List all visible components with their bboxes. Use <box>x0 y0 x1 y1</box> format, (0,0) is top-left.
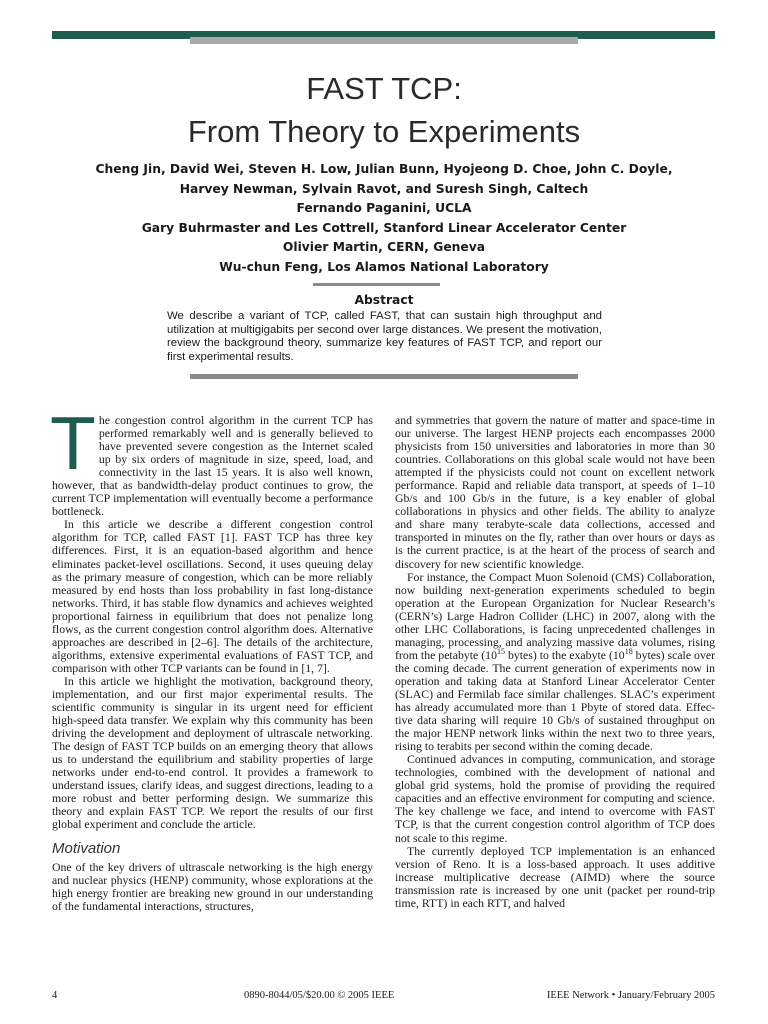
section-heading: Motivation <box>52 839 121 857</box>
paragraph: Continued advances in computing, communication, and storage technologies, combined with the development of national and global grid systems, hold the promise of providing the required capacities and an effective environment for computing and science. The key challenge we face, and intend to overcome with FAST TCP, is that the current congestion control algorithm of TCP does not scale to this regime. <box>395 752 715 845</box>
paragraph: One of the key drivers of ultrascale networking is the high energy and nuclear physics (HENP) community, whose explorations at the high energy frontier are breaking new ground in our understanding of the fundamental interactions, structures, <box>52 859 373 913</box>
author-line: Wu-chun Feng, Los Alamos National Laboratory <box>219 259 549 274</box>
title-line-1: FAST TCP: <box>306 71 462 106</box>
paragraph: The currently deployed TCP implementation is an enhanced version of Reno. It is a loss-based approach. It uses additive increase multiplicative decrease (AIMD) where the source transmission rate is increased by one unit (packet per round-trip time, RTT) in each RTT, and halved <box>395 843 715 910</box>
author-list <box>40 160 728 277</box>
abstract-top-rule <box>313 283 440 286</box>
drop-cap: T <box>50 401 96 485</box>
paragraph: In this article we describe a different congestion control algorithm for TCP, called FAST [1]. FAST TCP has three key differences. First, it is an equation-based algorithm and hence eliminates packet-level oscillations. Second, it uses queuing delay as the primary measure of congestion, which can be more reliably measured by end hosts than loss probability in fast long-distance networks. Third, it has stable flow dynamics and achieves weighted proportional fairness in equilibrium that does not penalize long flows, as the current congestion control algorithm does. Alternative approaches are described in [2–6]. The details of the architecture, algorithms, extensive experimental evaluations of FAST TCP, and comparison with other TCP variants can be found in [1, 7]. <box>52 517 373 675</box>
top-gray-bar <box>190 37 578 44</box>
paragraph: The congestion control algorithm in the current TCP has performed remarkably well and is generally believed to have prevented severe congestion as the Internet scaled up by six orders of magnitude in size, speed, load, and connectivity in the last 15 years. It is also well known, however, that as bandwidth-delay product continues to grow, the current TCP implementation will eventually become a performance bottleneck. <box>50 401 373 519</box>
author-line: Gary Buhrmaster and Les Cottrell, Stanford Linear Accelerator Center <box>141 220 627 235</box>
copyright-notice: 0890-8044/05/$20.00 © 2005 IEEE <box>244 990 395 1001</box>
author-line: Olivier Martin, CERN, Geneva <box>282 240 486 254</box>
abstract-heading: Abstract <box>354 293 414 307</box>
journal-info: IEEE Network • January/February 2005 <box>546 990 715 1001</box>
paragraph: For instance, the Compact Muon Solenoid (CMS) Collaboration, now building next-generation experiments scheduled to begin operation at the European Organization for Nuclear Research’s (CERN’s) Large Hadron Collider (LHC) in 2007, along with the other LHC Collaborations, is facing unprecedented challenges in managing, processing, and analyzing massive data volumes, rising from the petabyte ($10^{15}$ bytes) to the exabyte ($10^{18}$ bytes) scale over the coming decade. The current generation of experiments now in operation and taking data at Stanford Linear Accelerator Center (SLAC) and Fermilab face similar challenges. SLAC’s experiment has already accumulated more than 1 Pbyte of stored data. Effective data sharing will require 10 Gb/s of sustained throughput on the major HENP network links within the next two to three years, rising to terabits per second within the coming decade. <box>395 569 716 754</box>
author-line: Fernando Paganini, UCLA <box>296 201 472 215</box>
page-number: 4 <box>52 990 58 1001</box>
author-line: Harvey Newman, Sylvain Ravot, and Suresh Singh, Caltech <box>179 181 589 196</box>
abstract-bottom-rule <box>190 374 578 379</box>
paragraph: and symmetries that govern the nature of matter and space-time in our universe. The largest HENP projects each encompasses 2000 physicists from 150 universities and laboratories in more than 30 countries. Collaborations on this global scale would not have been attempted if the physicists could not count on excellent network performance. Rapid and reliable data transport, at speeds of 1–10 Gb/s and 100 Gb/s in the future, is a key enabler of global collaborations in physics and other fields. The ability to analyze and share many terabyte-scale data collections, accessed and transported in minutes on the fly, rather than over hours or days as is the current practice, is at the heart of the process of search and discovery for new scientific knowledge. <box>395 413 715 571</box>
title-line-2: From Theory to Experiments <box>187 114 581 149</box>
paragraph: In this article we highlight the motivation, background theory, implementation, and our first major experimental results. The scientific community is singular in its urgent need for efficient high-speed data transfer. We explain why this community has been driving the development and deployment of ultrascale networking. The design of FAST TCP builds on an emerging theory that allows us to understand the equilibrium and stability properties of large networks under end-to-end control. It provides a framework to understand issues, clarify ideas, and suggest directions, leading to a more robust and better performing design. We summarize this theory and explain FAST TCP. We report the results of our first global experiment and conclude the article. <box>52 673 373 832</box>
abstract-text: We describe a variant of TCP, called FAST, that can sustain high throughput and utilization at multigigabits per second over large distances. We present the motivation, review the background theory, summarize key features of FAST TCP, and report our first experimental results. <box>167 310 602 363</box>
left-column <box>50 401 373 913</box>
right-column <box>395 414 715 910</box>
author-line: Cheng Jin, David Wei, Steven H. Low, Julian Bunn, Hyojeong D. Choe, John C. Doyle, <box>95 162 673 176</box>
